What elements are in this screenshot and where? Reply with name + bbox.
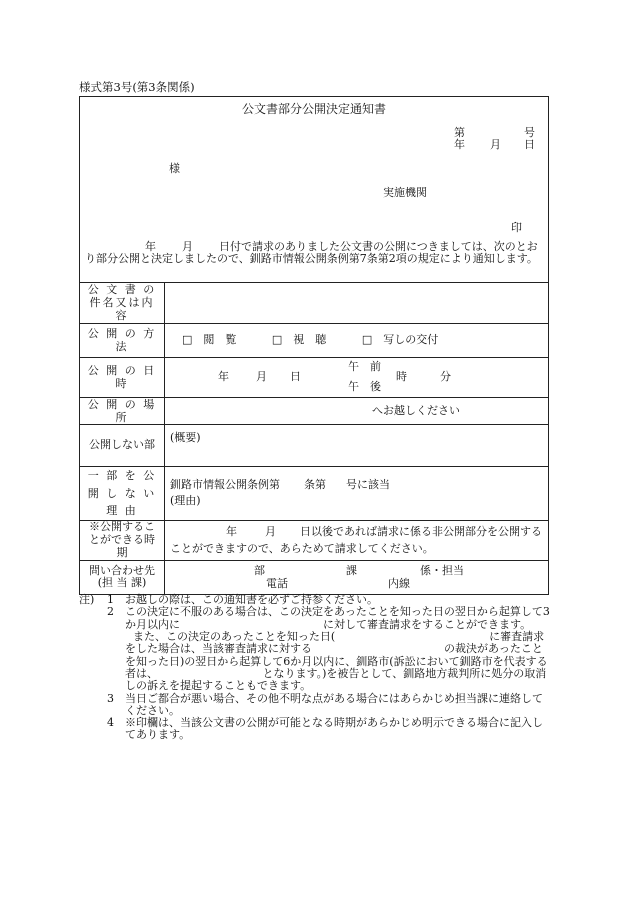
agency-label: 実施機関 (383, 186, 427, 199)
dt-minute: 分 (440, 370, 451, 384)
label-subject: 公 文 書 の 件名又は内容 (80, 283, 165, 324)
when-year: 年 (226, 525, 237, 539)
label-method: 公 開 の 方 法 (80, 323, 165, 357)
dt-pm: 午 後 (348, 380, 381, 394)
value-reason (165, 466, 549, 520)
date-year: 年 (454, 138, 465, 151)
intro-paragraph (85, 241, 545, 266)
label-place: 公 開 の 場 所 (80, 397, 165, 424)
note-2b-text: また、この決定のあったことを知った日( に審査請求をした場合は、当該審査請求に対する の裁決があったことを知った日)の翌日から起算して6か月以内に、釧路市(訴訟において釧路市を代表する者は、 となります。)を被告として、釧路地方裁判所に処分の取消しの訴えを提起することもできます。 (125, 629, 548, 693)
notice-table (79, 282, 549, 595)
row-datetime (80, 357, 549, 397)
date-day: 日 (524, 138, 535, 151)
notes-head: 注) (79, 593, 95, 606)
row-contact (80, 560, 549, 594)
note-1-text: お越しの際は、この通知書を必ずご持参ください。 (125, 593, 378, 606)
contact-dept: 部 (254, 564, 265, 578)
number-suffix: 号 (524, 126, 535, 139)
form-reference: 様式第3号(第3条関係) (79, 80, 195, 94)
value-method (165, 323, 549, 357)
notes-section (79, 594, 551, 742)
label-when: ※公開することができる時期 (80, 520, 165, 560)
value-datetime (165, 357, 549, 397)
note-2-number: 2 (107, 605, 114, 619)
option-listen: □ 視 聴 (271, 333, 327, 347)
note-2 (79, 606, 551, 631)
dt-day: 日 (290, 370, 301, 384)
note-4-number: 4 (107, 716, 114, 730)
label-contact: 問い合わせ先 (担 当 課) (80, 560, 165, 594)
date-month: 月 (490, 138, 501, 151)
row-method (80, 323, 549, 357)
reason-ordinance: 釧路市情報公開条例第 (170, 477, 280, 491)
label-datetime: 公 開 の 日 時 (80, 357, 165, 397)
note-2-text: この決定に不服のある場合は、この決定をあったことを知った日の翌日から起算して3か月以内に に対して審査請求をすることができます。 (125, 605, 550, 631)
note-1-number: 1 (107, 593, 114, 606)
dt-month: 月 (256, 370, 267, 384)
note-3 (79, 693, 551, 718)
note-3-number: 3 (107, 691, 114, 705)
intro-text: 日付で請求のありました公文書の公開につきましては、次のとおり部分公開と決定しましたので、釧路市情報公開条例第7条第2項の規定により通知します。 (85, 240, 538, 266)
dt-year: 年 (218, 370, 229, 384)
contact-section: 課 (346, 564, 357, 578)
contact-phone: 電話 (266, 577, 288, 591)
note-2b (79, 631, 551, 693)
row-place (80, 397, 549, 424)
option-copy: □ 写しの交付 (361, 333, 439, 347)
value-contact (165, 560, 549, 594)
number-prefix: 第 (454, 126, 465, 139)
dt-hour: 時 (396, 370, 407, 384)
seal-mark: 印 (511, 221, 522, 234)
value-when (165, 520, 549, 560)
notice-header (79, 96, 549, 282)
reason-article: 条第 (304, 477, 326, 491)
row-reason (80, 466, 549, 520)
reason-line1 (170, 477, 543, 494)
dt-am: 午 前 (348, 360, 381, 374)
reason-line2: (理由) (170, 494, 201, 508)
label-nondisclosed: 公開しない部 (80, 424, 165, 466)
value-place (165, 397, 549, 424)
note-4-text: ※印欄は、当該公文書の公開が可能となる時期があらかじめ明示できる場合に記入してあります。 (125, 716, 543, 742)
value-subject (165, 283, 549, 324)
when-month: 月 (265, 525, 276, 539)
intro-year: 年 (145, 240, 156, 253)
value-nondisclosed: (概要) (165, 424, 549, 466)
label-reason: 一 部 を 公 開 し な い 理 由 (80, 466, 165, 520)
place-text: へお越しください (372, 404, 460, 418)
intro-month: 月 (182, 240, 193, 253)
reason-item: 号に該当 (346, 477, 390, 491)
contact-extension: 内線 (388, 577, 410, 591)
addressee-suffix: 様 (169, 162, 180, 175)
row-nondisclosed (80, 424, 549, 466)
note-3-text: 当日ご都合が悪い場合、その他不明な点がある場合にはあらかじめ担当課に連絡してください。 (125, 691, 543, 717)
note-4 (79, 717, 551, 742)
document-title: 公文書部分公開決定通知書 (241, 102, 386, 116)
when-text: 日以後であれば請求に係る非公開部分を公開することができますので、あらためて請求してください。 (170, 525, 542, 556)
row-when (80, 520, 549, 560)
contact-staff: 係・担当 (420, 564, 464, 578)
row-subject (80, 283, 549, 324)
option-view: □ 閲 覧 (182, 333, 237, 347)
